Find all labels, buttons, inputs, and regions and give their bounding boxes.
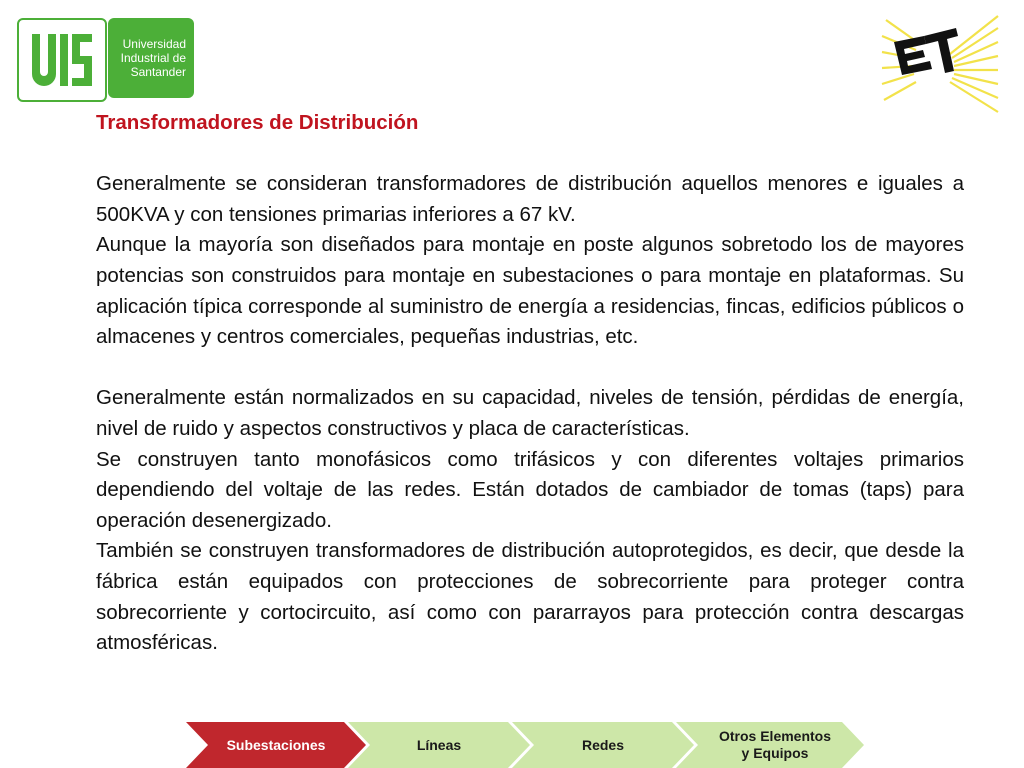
paragraph-3: Generalmente están normalizados en su capacidad, niveles de tensión, pérdidas de energía, nivel de ruido y aspectos constructivos y placa de características. [96,386,964,440]
uis-name-line-3: Santander [130,65,186,79]
section-nav [186,722,866,768]
uis-mark-box [17,18,107,102]
nav-item-lineas[interactable] [370,722,508,768]
nav-item-redes[interactable] [534,722,672,768]
uis-mark-icon [30,32,94,88]
nav-item-subestaciones[interactable] [208,722,344,768]
nav-label-lineas: Líneas [416,736,462,753]
et-logo-icon [880,14,1000,118]
paragraph-gap [96,353,964,384]
paragraph-2: Aunque la mayoría son diseñados para montaje en poste algunos sobretodo los de mayores potencias son construidos para montaje en subestaciones o para montaje en plataformas. Su aplicación típica corresponde al suministro de energía a residencias, fincas, edificios públicos o almacenes y centros comerciales, pequeñas industrias, etc. [96,233,964,349]
nav-item-otros[interactable] [698,722,852,768]
uis-name-line-1: Universidad [122,37,186,51]
nav-label-otros-line-1: Otros Elementos [718,728,832,744]
slide-content [96,108,964,659]
paragraph-5: También se construyen transformadores de distribución autoprotegidos, es decir, que desde la fábrica están equipados con protecciones de sobrecorriente para proteger contra sobrecorriente y cortocircuito, así como con pararrayos para protección contra descargas atmosféricas. [96,539,964,655]
uis-name-line-2: Industrial de [120,51,186,65]
nav-label-otros-line-2: y Equipos [741,745,809,761]
uis-logo [17,18,197,100]
et-logo [880,14,1000,118]
nav-label-subestaciones: Subestaciones [226,736,326,753]
nav-label-redes: Redes [581,736,625,753]
paragraph-4: Se construyen tanto monofásicos como trifásicos y con diferentes voltajes primarios dependiendo del voltaje de las redes. Están dotados de cambiador de tomas (taps) para operación desenergizado. [96,447,964,532]
uis-name-box [108,18,194,98]
paragraph-1: Generalmente se consideran transformadores de distribución aquellos menores e iguales a 500KVA y con tensiones primarias inferiores a 67 kV. [96,172,964,226]
slide-title: Transformadores de Distribución [96,111,419,134]
